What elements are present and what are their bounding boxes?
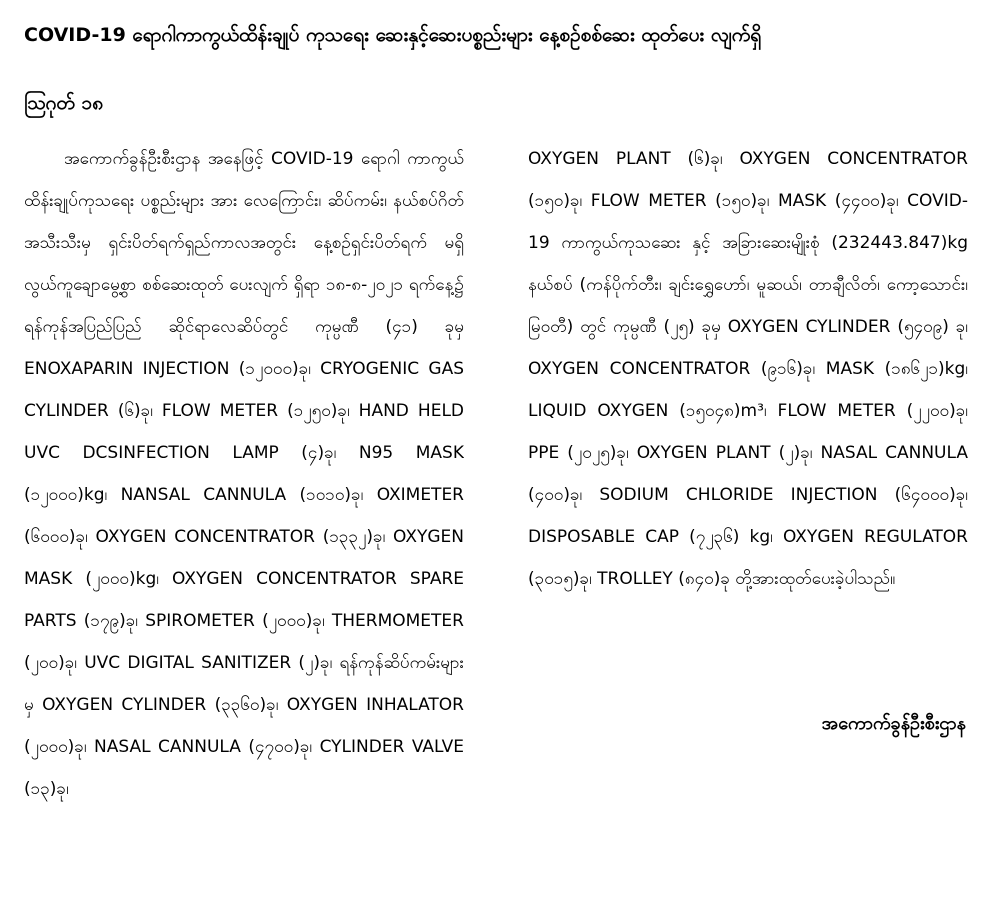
article-headline: COVID-19 ရောဂါကာကွယ်ထိန်းချုပ် ကုသရေး ဆေးနှင့်ဆေးပစ္စည်းများ နေ့စဉ်စစ်ဆေး ထုတ်ပေး လျက်ရှိ <box>24 24 762 46</box>
article-body-right-column: OXYGEN PLANT (၆)ခု၊ OXYGEN CONCENTRATOR (၁၅၀)ခု၊ FLOW METER (၁၅၀)ခု၊ MASK (၄၄၀၀)ခု၊ COVID-19 ကာကွယ်ကုသဆေး နှင့် အခြားဆေးမျိုးစုံ (232443.847)kg နယ်စပ် (ကန်ပိုက်တီး၊ ချင်းရွှေဟော်၊ မူဆယ်၊ တာချီလိတ်၊ ကော့သောင်း၊ မြဝတီ) တွင် ကုမ္ပဏီ (၂၅) ခုမှ OXYGEN CYLINDER (၅၄၀၉) ခု၊ OXYGEN CONCENTRATOR (၉၁၆)ခု၊ MASK (၁၈၆၂၁)kg၊ LIQUID OXYGEN (၁၅၀၄၈)m³၊ FLOW METER (၂၂၀၀)ခု၊ PPE (၂၀၂၅)ခု၊ OXYGEN PLANT (၂)ခု၊ NASAL CANNULA (၄၀၀)ခု၊ SODIUM CHLORIDE INJECTION (၆၄၀၀၀)ခု၊ DISPOSABLE CAP (၇၂၃၆) kg၊ OXYGEN REGULATOR (၃၀၁၅)ခု၊ TROLLEY (၈၄၀)ခု တို့အားထုတ်ပေးခဲ့ပါသည်။ <box>528 149 968 589</box>
article-body-left-column: အကောက်ခွန်ဦးစီးဌာန အနေဖြင့် COVID-19 ရောဂါ ကာကွယ်ထိန်းချုပ်ကုသရေး ပစ္စည်းများ အား လေကြောင်း၊ ဆိပ်ကမ်း၊ နယ်စပ်ဂိတ် အသီးသီးမှ ရှင်းပိတ်ရက်ရှည်ကာလအတွင်း နေ့စဉ်ရှင်းပိတ်ရက် မရှိလွယ်ကူချောမွေ့စွာ စစ်ဆေးထုတ် ပေးလျက် ရှိရာ ၁၈-၈-၂၀၂၁ ရက်နေ့၌ ရန်ကုန်အပြည်ပြည် ဆိုင်ရာလေဆိပ်တွင် ကုမ္ပဏီ (၄၁) ခုမှ ENOXAPARIN INJECTION (၁၂၀၀၀)ခု၊ CRYOGENIC GAS CYLINDER (၆)ခု၊ FLOW METER (၁၂၅၀)ခု၊ HAND HELD UVC DCSINFECTION LAMP (၄)ခု၊ N95 MASK (၁၂၀၀၀)kg၊ NANSAL CANNULA (၁၀၁၀)ခု၊ OXIMETER (၆၀၀၀)ခု၊ OXYGEN CONCENTRATOR (၁၃၃၂)ခု၊ OXYGEN MASK (၂၀၀၀)kg၊ OXYGEN CONCENTRATOR SPARE PARTS (၁၇၉)ခု၊ SPIROMETER (၂၀၀၀)ခု၊ THERMOMETER (၂၀၀)ခု၊ UVC DIGITAL SANITIZER (၂)ခု၊ ရန်ကုန်ဆိပ်ကမ်းများမှ OXYGEN CYLINDER (၃၃၆၀)ခု၊ OXYGEN INHALATOR (၂၀၀၀)ခု၊ NASAL CANNULA (၄၇၀၀)ခု၊ CYLINDER VALVE (၁၃)ခု၊ <box>24 149 464 799</box>
article-dateline: ဩဂုတ် ၁၈ <box>24 92 104 114</box>
article-signature: အကောက်ခွန်ဦးစီးဌာန <box>821 713 966 734</box>
